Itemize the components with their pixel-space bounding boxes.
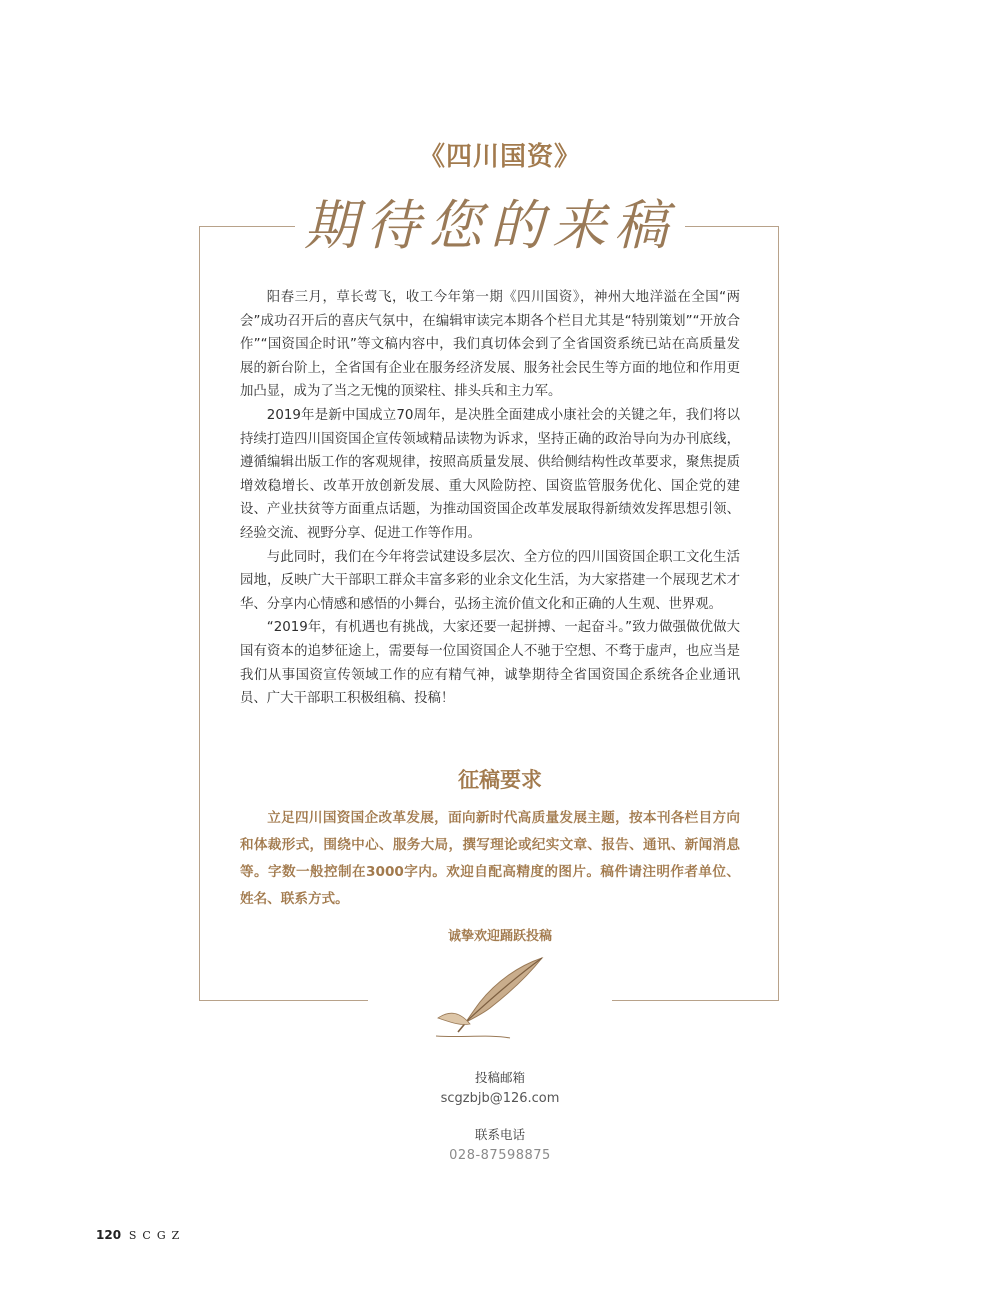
magazine-title: 《四川国资》 — [418, 142, 581, 172]
quill-decoration — [368, 948, 612, 1048]
magazine-abbr: SCGZ — [128, 1229, 186, 1242]
body-paragraph-1: 阳春三月，草长莺飞，收工今年第一期《四川国资》，神州大地洋溢在全国“两会”成功召开后的喜庆气氛中，在编辑审读完本期各个栏目尤其是“特别策划”“开放合作”“国资国企时讯”等文稿内容中，我们真切体会到了全省国资系统已站在高质量发展的新台阶上，全省国有企业在服务经济发展、服务社会民生等方面的地位和作用更加凸显，成为了当之无愧的顶梁柱、排头兵和主力军。 — [240, 290, 740, 400]
article-body — [240, 286, 740, 711]
phone-text: 028-87598875 — [449, 1148, 551, 1163]
welcome-text: 诚挚欢迎踊跃投稿 — [447, 929, 552, 944]
quill-pen-icon — [430, 952, 550, 1042]
page-footer — [96, 1228, 185, 1242]
page-number: 120 — [96, 1228, 122, 1242]
email-label — [0, 1068, 1000, 1086]
requirements-title: 征稿要求 — [458, 768, 542, 792]
phone-value — [0, 1147, 1000, 1163]
email-text: scgzbjb@126.com — [440, 1091, 560, 1106]
headline: 期待您的来稿 — [295, 190, 685, 262]
email-value — [0, 1090, 1000, 1106]
body-paragraph-3: 与此同时，我们在今年将尝试建设多层次、全方位的四川国资国企职工文化生活园地，反映广大干部职工群众丰富多彩的业余文化生活，为大家搭建一个展现艺术才华、分享内心情感和感悟的小舞台，弘扬主流价值文化和正确的人生观、世界观。 — [240, 549, 740, 612]
phone-label — [0, 1125, 1000, 1143]
email-label-text: 投稿邮箱 — [474, 1070, 525, 1085]
phone-label-text: 联系电话 — [474, 1127, 525, 1142]
body-paragraph-4: “2019年，有机遇也有挑战，大家还要一起拼搏、一起奋斗。”致力做强做优做大国有资本的追梦征途上，需要每一位国资国企人不驰于空想、不骛于虚声，也应当是我们从事国资宣传领域工作的应有精气神，诚挚期待全省国资国企系统各企业通讯员、广大干部职工积极组稿、投稿！ — [240, 620, 740, 707]
body-paragraph-2: 2019年是新中国成立70周年，是决胜全面建成小康社会的关键之年，我们将以持续打造四川国资国企宣传领域精品读物为诉求，坚持正确的政治导向为办刊底线，遵循编辑出版工作的客观规律，按照高质量发展、供给侧结构性改革要求，聚焦提质增效稳增长、改革开放创新发展、重大风险防控、国资监管服务优化、国企党的建设、产业扶贫等方面重点话题，为推动国资国企改革发展取得新绩效发挥思想引领、经验交流、视野分享、促进工作等作用。 — [240, 407, 740, 541]
requirements-text: 立足四川国资国企改革发展，面向新时代高质量发展主题，按本刊各栏目方向和体裁形式，围绕中心、服务大局，撰写理论或纪实文章、报告、通讯、新闻消息等。字数一般控制在3000字内。欢迎自配高精度的图片。稿件请注明作者单位、姓名、联系方式。 — [240, 810, 740, 907]
